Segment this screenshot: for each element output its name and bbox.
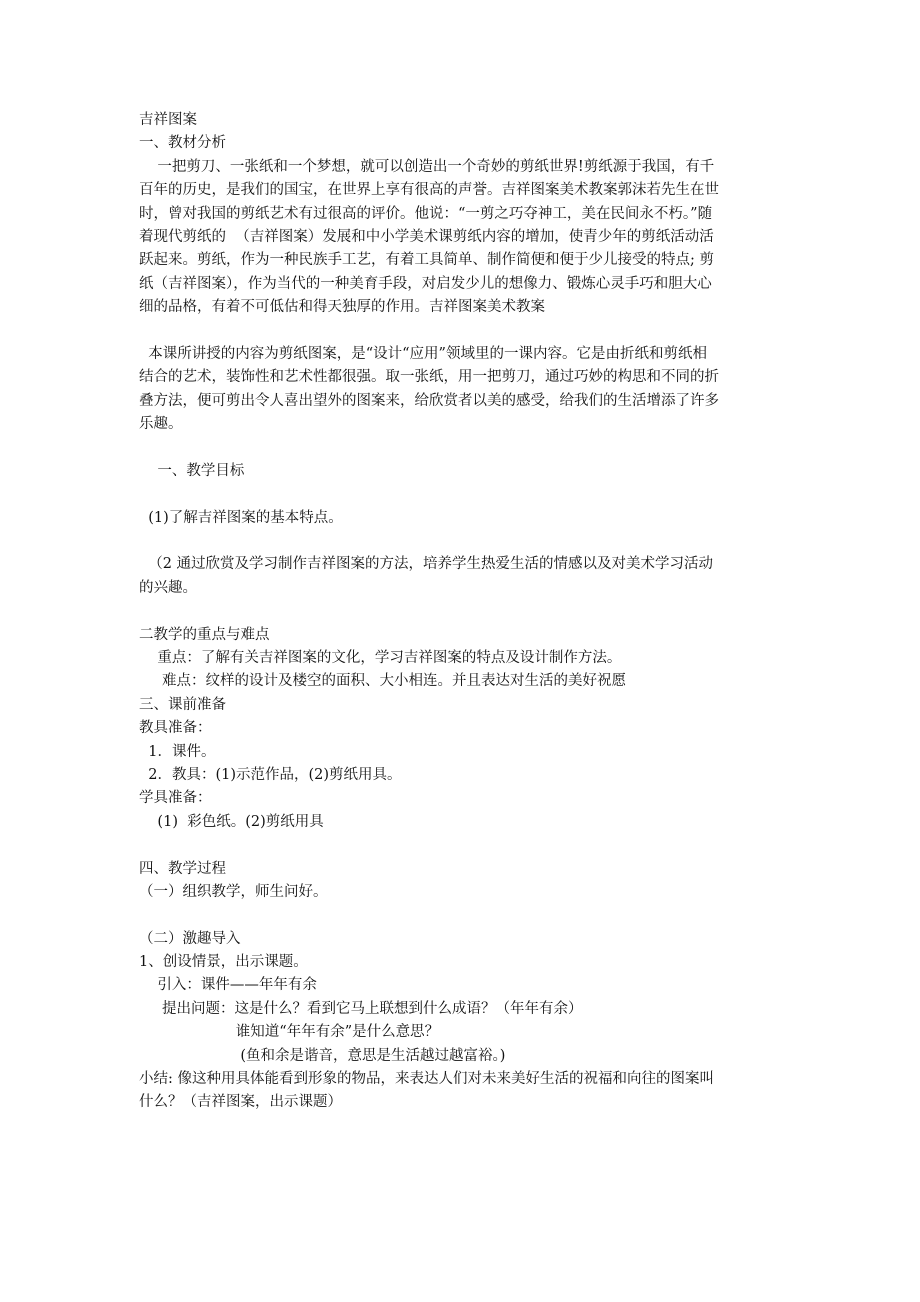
paragraph-papercut-intro: [139, 156, 787, 320]
document-title: 吉祥图案: [139, 112, 197, 128]
teacher-prep-label: 教具准备：: [139, 720, 212, 737]
spacer: [139, 483, 787, 506]
text-line: 乐趣。: [139, 416, 183, 433]
section-heading-preparation: 三、课前准备: [139, 696, 226, 713]
text-line: 本课所讲授的内容为剪纸图案，是“设计“应用”领域里的一课内容。它是由折纸和剪纸相: [139, 345, 707, 362]
spacer: [139, 834, 787, 857]
text-line: 一把剪刀、一张纸和一个梦想，就可以创造出一个奇妙的剪纸世界!剪纸源于我国，有千: [139, 158, 715, 175]
text-line: 纸（吉祥图案），作为当代的一种美育手段，对启发少儿的想像力、锻炼心灵手巧和胆大心: [139, 275, 712, 292]
spacer: [139, 904, 787, 927]
text-line: 细的品格，有着不可低估和得天独厚的作用。吉祥图案美术教案: [139, 299, 545, 316]
section-heading-key-points: 二教学的重点与难点: [139, 626, 270, 643]
intro-line: 引入：课件——年年有余: [139, 977, 317, 994]
section-heading-goals: 一、教学目标: [139, 462, 245, 479]
spacer: [139, 600, 787, 623]
text-line: 小结: 像这种用具体能看到形象的物品，来表达人们对未来美好生活的祝福和向往的图案叫: [139, 1071, 714, 1088]
text-line: 叠方法，便可剪出令人喜出望外的图案来，给欣赏者以美的感受，给我们的生活增添了许多: [139, 392, 719, 409]
teacher-prep-item: 1．课件。: [139, 743, 216, 760]
text-line: 结合的艺术，装饰性和艺术性都很强。取一张纸，用一把剪刀，通过巧妙的构思和不同的折: [139, 369, 719, 386]
question-line: 提出问题：这是什么？看到它马上联想到什么成语？（年年有余）: [139, 1000, 583, 1017]
text-line: 什么？（吉祥图案，出示课题）: [139, 1094, 342, 1111]
document-body: [139, 109, 787, 1115]
section-heading-materials: 一、教材分析: [139, 135, 226, 152]
question-line-2: 谁知道“年年有余”是什么意思？: [139, 1024, 440, 1041]
goal-item-2: [139, 553, 787, 600]
process-step-2: （二）激趣导入: [139, 930, 241, 947]
text-line: 百年的历史，是我们的国宝，在世界上享有很高的声誉。吉祥图案美术教案郭沫若先生在世: [139, 182, 719, 199]
spacer: [139, 320, 787, 343]
spacer: [139, 530, 787, 553]
text-line: 的兴趣。: [139, 579, 197, 596]
process-item-1: 1、创设情景，出示课题。: [139, 954, 308, 971]
section-heading-process: 四、教学过程: [139, 860, 226, 877]
summary-paragraph: [139, 1068, 787, 1115]
process-step-1: （一）组织教学，师生问好。: [139, 883, 328, 900]
spacer: [139, 436, 787, 459]
text-line: 着现代剪纸的 （吉祥图案）发展和中小学美术课剪纸内容的增加，使青少年的剪纸活动活: [139, 228, 714, 245]
student-prep-item: (1) 彩色纸。(2)剪纸用具: [139, 813, 324, 830]
key-point: 重点：了解有关吉祥图案的文化，学习吉祥图案的特点及设计制作方法。: [139, 649, 622, 666]
answer-line: (鱼和余是谐音，意思是生活越过越富裕。): [139, 1047, 506, 1064]
text-line: （2 通过欣赏及学习制作吉祥图案的方法，培养学生热爱生活的情感以及对美术学习活动: [139, 556, 714, 573]
text-line: 跃起来。剪纸，作为一种民族手工艺，有着工具简单、制作简便和便于少儿接受的特点; 剪: [139, 252, 714, 269]
paragraph-lesson-content: [139, 343, 787, 437]
teacher-prep-item: 2．教具：(1)示范作品，(2)剪纸用具。: [139, 766, 402, 783]
text-line: 时，曾对我国的剪纸艺术有过很高的评价。他说：“一剪之巧夺神工，美在民间永不朽。”随: [139, 205, 713, 222]
goal-item-1: (1)了解吉祥图案的基本特点。: [139, 509, 343, 526]
student-prep-label: 学具准备：: [139, 790, 212, 807]
difficult-point: 难点：纹样的设计及楼空的面积、大小相连。并且表达对生活的美好祝愿: [139, 673, 627, 690]
